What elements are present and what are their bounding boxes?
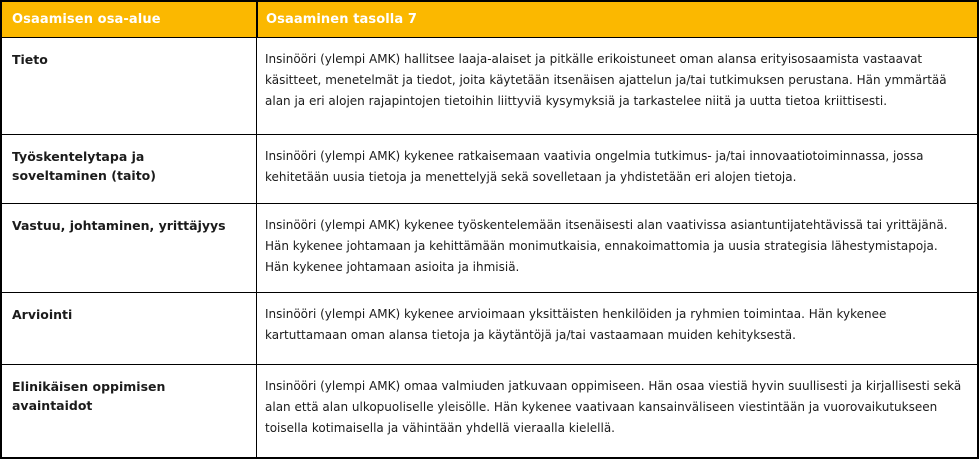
row-description: Insinööri (ylempi AMK) kykenee ratkaisemaan vaativia ongelmia tutkimus- ja/tai innovaatiotoiminnassa, jossa kehitetään uusia tietoja ja menettelyjä sekä sovelletaan ja yhdistetään eri alojen tietoja. bbox=[256, 135, 977, 203]
table-row bbox=[2, 134, 977, 203]
table-row bbox=[2, 364, 977, 457]
row-description: Insinööri (ylempi AMK) omaa valmiuden jatkuvaan oppimiseen. Hän osaa viestiä hyvin suullisesti ja kirjallisesti sekä alan että alan ulkopuoliselle yleisölle. Hän kykenee vaativaan kansainväliseen viestintään ja vuorovaikutukseen toisella kotimaisella ja vähintään yhdellä vieraalla kielellä. bbox=[256, 365, 977, 457]
header-cell-level7: Osaaminen tasolla 7 bbox=[256, 2, 977, 37]
row-description: Insinööri (ylempi AMK) hallitsee laaja-alaiset ja pitkälle erikoistuneet oman alansa erityisosaamista vastaavat käsitteet, menetelmät ja tiedot, joita käytetään itsenäisen ajattelun ja/tai tutkimuksen perustana. Hän ymmärtää alan ja eri alojen rajapintojen tietoihin liittyviä kysymyksiä ja tarkastelee niitä ja uutta tietoa kriittisesti. bbox=[256, 38, 977, 134]
table-row bbox=[2, 292, 977, 364]
header-cell-area: Osaamisen osa-alue bbox=[12, 12, 161, 27]
row-area-label: Arviointi bbox=[12, 307, 73, 322]
row-area-label: Työskentelytapa ja soveltaminen (taito) bbox=[12, 149, 156, 184]
table-header-row bbox=[2, 2, 977, 37]
table-row bbox=[2, 203, 977, 292]
row-description: Insinööri (ylempi AMK) kykenee arvioimaan yksittäisten henkilöiden ja ryhmien toimintaa. Hän kykenee kartuttamaan oman alansa tietoja ja käytäntöjä ja/tai vastaamaan muiden kehityksestä. bbox=[256, 293, 977, 364]
row-area-label: Vastuu, johtaminen, yrittäjyys bbox=[12, 218, 226, 233]
row-area-label: Tieto bbox=[12, 52, 48, 67]
row-area-label: Elinikäisen oppimisen avaintaidot bbox=[12, 379, 166, 414]
row-description: Insinööri (ylempi AMK) kykenee työskentelemään itsenäisesti alan vaativissa asiantuntijatehtävissä tai yrittäjänä. Hän kykenee johtamaan ja kehittämään monimutkaisia, ennakoimattomia ja uusia strategisia lähestymistapoja. Hän kykenee johtamaan asioita ja ihmisiä. bbox=[256, 204, 977, 292]
table-row bbox=[2, 37, 977, 134]
